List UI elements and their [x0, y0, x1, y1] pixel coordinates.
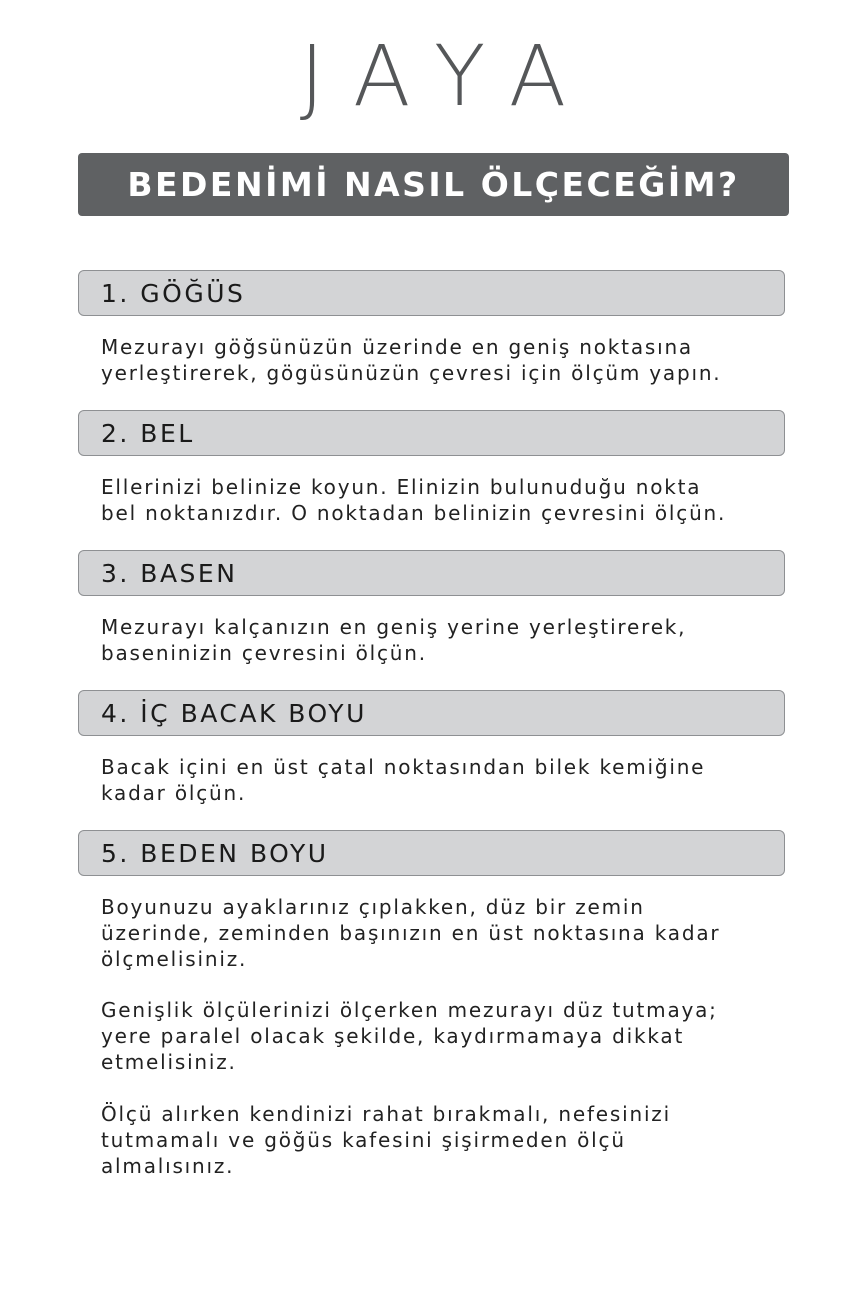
section-heading-ic-bacak-boyu: 4. İÇ BACAK BOYU — [78, 690, 785, 736]
note-olcu-alirken: Ölçü alırken kendinizi rahat bırakmalı, nefesinizi tutmamalı ve göğüs kafesini şişirmeden ölçü almalısınız. — [101, 1102, 671, 1178]
section-text-beden-boyu: Boyunuzu ayaklarınız çıplakken, düz bir zemin üzerinde, zeminden başınızın en üst noktasına kadar ölçmelisiniz. — [101, 895, 721, 971]
section-heading-beden-boyu: 5. BEDEN BOYU — [78, 830, 785, 876]
section-text-bel: Ellerinizi belinize koyun. Elinizin bulunuduğu nokta bel noktanızdır. O noktadan belinizin çevresini ölçün. — [101, 475, 727, 525]
section-text-gogus: Mezurayı göğsünüzün üzerinde en geniş noktasına yerleştirerek, gögüsünüzün çevresi için ölçüm yapın. — [101, 335, 722, 385]
section-text-basen: Mezurayı kalçanızın en geniş yerine yerleştirerek, baseninizin çevresini ölçün. — [101, 615, 687, 665]
section-heading-gogus: 1. GÖĞÜS — [78, 270, 785, 316]
note-genislik: Genişlik ölçülerinizi ölçerken mezurayı düz tutmaya; yere paralel olacak şekilde, kaydırmamaya dikkat etmelisiniz. — [101, 998, 718, 1074]
section-text-ic-bacak-boyu: Bacak içini en üst çatal noktasından bilek kemiğine kadar ölçün. — [101, 755, 706, 805]
section-heading-basen: 3. BASEN — [78, 550, 785, 596]
section-heading-bel: 2. BEL — [78, 410, 785, 456]
page-title: BEDENİMİ NASIL ÖLÇECEĞİM? — [78, 153, 789, 216]
brand-logo: JAYA — [299, 27, 597, 125]
